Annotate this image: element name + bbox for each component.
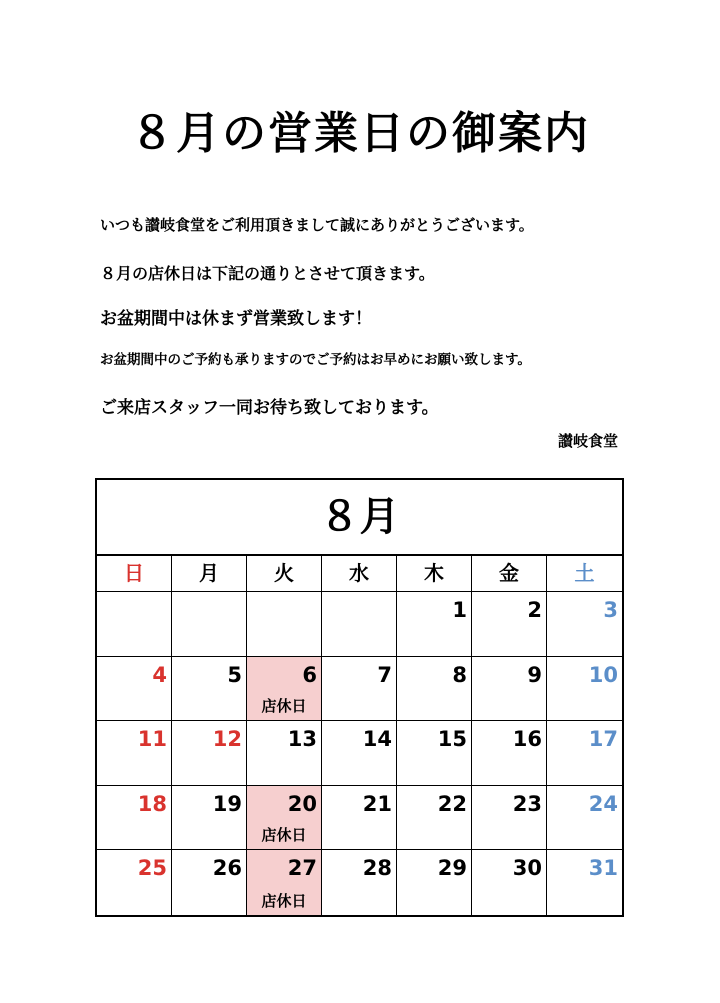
calendar-day-cell [322,657,397,722]
calendar-grid [97,556,622,915]
calendar-day-cell [397,657,472,722]
day-number: 3 [603,598,618,622]
calendar-day-cell [547,592,622,657]
calendar-day-cell [547,850,622,915]
calendar-day-cell [172,850,247,915]
calendar-day-cell [322,786,397,851]
day-number: 12 [212,727,242,752]
day-number: 16 [512,727,542,752]
calendar-day-cell [547,721,622,786]
calendar-day-cell [247,786,322,851]
day-number: 8 [452,662,467,687]
calendar-day-cell [472,786,547,851]
day-number: 18 [137,791,167,816]
day-number: 15 [437,727,467,752]
closing-text: ご来店スタッフ一同お待ち致しております。 [100,398,439,418]
weekday-header: 月 [172,556,247,592]
calendar-day-cell [97,592,172,657]
calendar-day-cell [397,721,472,786]
calendar-day-cell [397,850,472,915]
calendar-month-title: ８月 [97,480,622,556]
calendar-day-cell [472,850,547,915]
calendar-day-cell [247,657,322,722]
day-number: 11 [137,727,167,752]
day-number: 10 [588,662,618,687]
closed-day-label: 店休日 [261,826,307,845]
closed-day-label: 店休日 [261,891,307,910]
day-number: 30 [512,856,542,881]
day-number: 7 [377,662,392,687]
calendar-day-cell [322,592,397,657]
day-number: 20 [287,791,317,816]
day-number: 23 [512,791,542,816]
day-number: 25 [137,856,167,881]
calendar-day-cell [472,592,547,657]
day-number: 19 [212,791,242,816]
calendar-day-cell [472,721,547,786]
calendar-day-cell [97,721,172,786]
calendar-day-cell [97,850,172,915]
calendar-day-cell [247,721,322,786]
weekday-header: 金 [472,556,547,592]
day-number: 2 [527,598,542,622]
calendar-day-cell [397,592,472,657]
day-number: 17 [588,727,618,752]
calendar-day-cell [247,592,322,657]
calendar-day-cell [322,850,397,915]
calendar-day-cell [172,657,247,722]
day-number: 31 [588,856,618,881]
day-number: 28 [362,856,392,881]
calendar-day-cell [547,657,622,722]
day-number: 27 [287,856,317,881]
calendar-day-cell [472,657,547,722]
day-number: 14 [362,727,392,752]
calendar-day-cell [397,786,472,851]
weekday-header: 日 [97,556,172,592]
obon-open-notice: お盆期間中は休まず営業致します！ [100,309,372,329]
day-number: 13 [287,727,317,752]
reservation-notice: お盆期間中のご予約も承りますのでご予約はお早めにお願い致します。 [100,352,531,368]
calendar-day-cell [547,786,622,851]
weekday-header: 水 [322,556,397,592]
day-number: 22 [437,791,467,816]
day-number: 29 [437,856,467,881]
calendar [95,478,624,917]
closed-day-label: 店休日 [261,697,307,716]
day-number: 6 [302,662,317,687]
calendar-day-cell [247,850,322,915]
greeting-text: いつも讃岐食堂をご利用頂きまして誠にありがとうございます。 [100,216,534,234]
day-number: 9 [527,662,542,687]
weekday-header: 火 [247,556,322,592]
signature: 讃岐食堂 [557,432,618,450]
calendar-day-cell [172,592,247,657]
calendar-day-cell [97,657,172,722]
calendar-day-cell [97,786,172,851]
day-number: 1 [452,598,467,622]
page-title: ８月の営業日の御案内 [130,108,590,159]
day-number: 4 [152,662,167,687]
day-number: 24 [588,791,618,816]
weekday-header: 土 [547,556,622,592]
calendar-day-cell [322,721,397,786]
calendar-day-cell [172,721,247,786]
calendar-day-cell [172,786,247,851]
day-number: 5 [227,662,242,687]
day-number: 26 [212,856,242,881]
closed-days-notice: ８月の店休日は下記の通りとさせて頂きます。 [100,264,435,283]
day-number: 21 [362,791,392,816]
weekday-header: 木 [397,556,472,592]
